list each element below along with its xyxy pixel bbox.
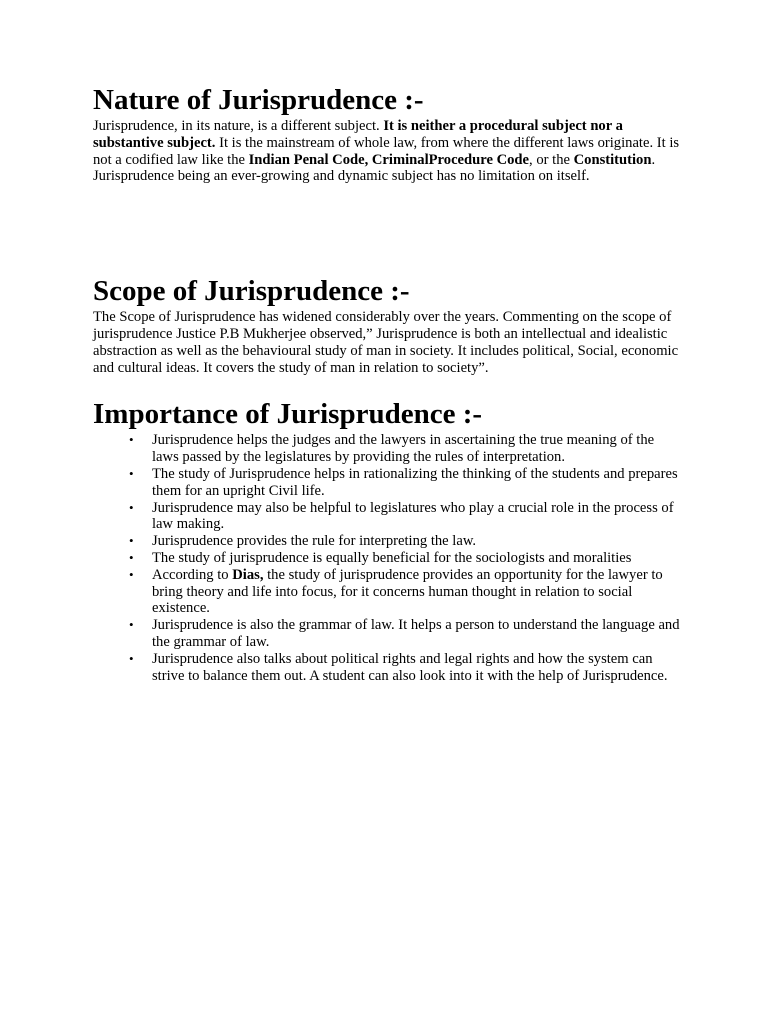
importance-list-item — [93, 533, 683, 550]
nature-paragraph — [93, 118, 683, 185]
nature-part-bold: Constitution — [573, 151, 652, 168]
list-item-text: The study of Jurisprudence helps in rationalizing the thinking of the students and prepares them for an upright Civil life. — [152, 465, 678, 499]
importance-list-item — [93, 500, 683, 534]
importance-list — [93, 432, 683, 684]
list-item-text: Jurisprudence provides the rule for interpreting the law. — [152, 533, 477, 550]
importance-list-item — [93, 466, 683, 500]
nature-part: , or the — [529, 151, 574, 168]
nature-heading: Nature of Jurisprudence :- — [93, 84, 424, 116]
bullet-icon: • — [129, 617, 134, 633]
list-item-text-bold: Dias, — [232, 566, 264, 583]
bullet-icon: • — [129, 549, 134, 565]
bullet-icon: • — [129, 533, 134, 549]
list-item-text: Jurisprudence may also be helpful to legislatures who play a crucial role in the process of law making. — [152, 499, 674, 533]
importance-heading: Importance of Jurisprudence :- — [93, 398, 483, 431]
bullet-icon: • — [129, 650, 134, 666]
list-item-text: Jurisprudence is also the grammar of law. It helps a person to understand the language and the grammar of law. — [152, 617, 680, 650]
nature-part-bold: Indian Penal Code, CriminalProcedure Code — [248, 151, 530, 168]
importance-list-item — [93, 651, 683, 685]
bullet-icon: • — [129, 432, 134, 448]
nature-part: It is the mainstream of whole law, from where the different laws originate. It is not a codified law like the — [93, 134, 680, 168]
bullet-icon: • — [129, 499, 134, 515]
list-item-text: According to — [152, 566, 233, 583]
importance-list-item — [93, 432, 683, 466]
scope-heading: Scope of Jurisprudence :- — [93, 275, 410, 308]
list-item-text: Jurisprudence also talks about political rights and legal rights and how the system can strive to balance them out. A student can also look into it with the help of Jurisprudence. — [152, 650, 668, 684]
list-item-text: the study of jurisprudence provides an opportunity for the lawyer to bring theory and life into focus, for it concerns human thought in relation to social existence. — [152, 566, 663, 617]
importance-list-item — [93, 567, 683, 617]
bullet-icon: • — [129, 465, 134, 481]
spacer — [93, 185, 683, 273]
scope-paragraph: The Scope of Jurisprudence has widened considerably over the years. Commenting on the scope of jurisprudence Justice P.B Mukherjee observed,” Jurisprudence is both an intellectual and idealistic abstraction as well as the behavioural study of man in society. It includes political, Social, economic and cultural ideas. It covers the study of man in relation to society”. — [93, 309, 679, 376]
nature-part-bold: It is neither a procedural subject nor a substantive subject. — [93, 118, 623, 151]
nature-part: . Jurisprudence being an ever-growing and dynamic subject has no limitation on itself. — [93, 151, 656, 185]
list-item-text: Jurisprudence helps the judges and the lawyers in ascertaining the true meaning of the laws passed by the legislatures by providing the rules of interpretation. — [152, 432, 655, 466]
importance-list-item — [93, 550, 683, 567]
list-item-text: The study of jurisprudence is equally beneficial for the sociologists and moralities — [152, 549, 632, 566]
nature-part: Jurisprudence, in its nature, is a different subject. — [93, 118, 384, 134]
importance-list-item — [93, 617, 683, 651]
spacer — [93, 376, 683, 396]
bullet-icon: • — [129, 566, 134, 582]
document-page — [93, 82, 683, 684]
